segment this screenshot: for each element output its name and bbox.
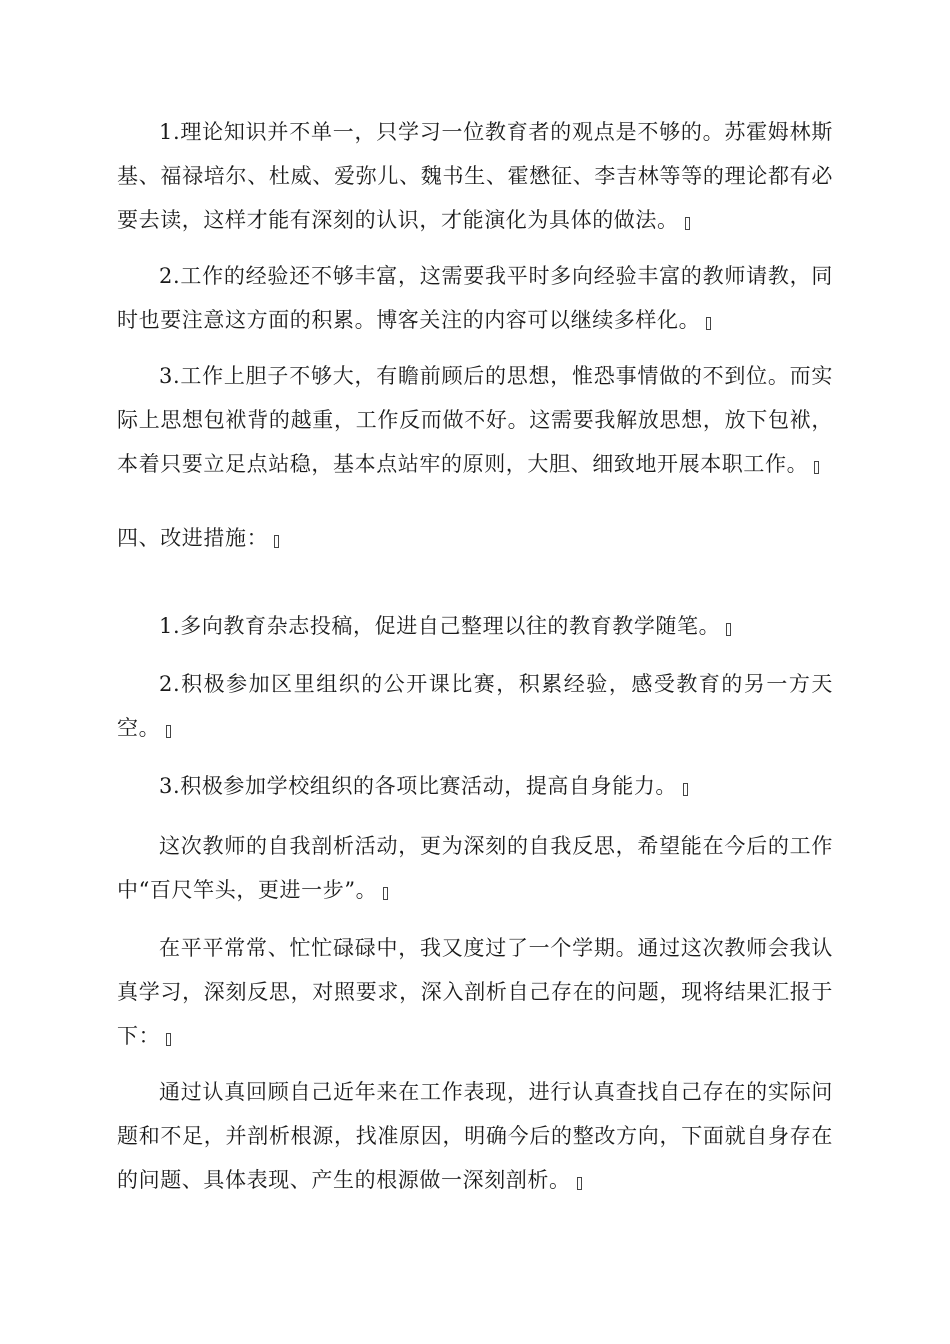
paragraph-mark-icon bbox=[274, 535, 279, 548]
paragraph-theory bbox=[117, 110, 833, 242]
paragraph-mark-icon bbox=[166, 1033, 171, 1046]
paragraph-mark-icon bbox=[683, 783, 688, 796]
paragraph-mark-icon bbox=[706, 317, 711, 330]
paragraph-text: 在平平常常、忙忙碌碌中，我又度过了一个学期。通过这次教师会我认真学习，深刻反思，对照要求，深入剖析自己存在的问题，现将结果汇报于下： bbox=[117, 936, 833, 1048]
paragraph-measure-3 bbox=[117, 764, 833, 808]
paragraph-mark-icon bbox=[814, 461, 819, 474]
paragraph-mark-icon bbox=[577, 1177, 582, 1190]
paragraph-text: 2.积极参加区里组织的公开课比赛，积累经验，感受教育的另一方天空。 bbox=[117, 672, 833, 740]
paragraph-mark-icon bbox=[383, 887, 388, 900]
paragraph-experience bbox=[117, 254, 833, 342]
paragraph-semester-intro bbox=[117, 926, 833, 1058]
paragraph-self-analysis bbox=[117, 1070, 833, 1202]
paragraph-text: 1.多向教育杂志投稿，促进自己整理以往的教育教学随笔。 bbox=[159, 614, 721, 638]
paragraph-mark-icon bbox=[166, 725, 171, 738]
paragraph-text: 3.工作上胆子不够大，有瞻前顾后的思想，惟恐事情做的不到位。而实际上思想包袱背的越重，工作反而做不好。这需要我解放思想，放下包袱，本着只要立足点站稳，基本点站牢的原则，大胆、细致地开展本职工作。 bbox=[117, 364, 833, 476]
paragraph-text: 通过认真回顾自己近年来在工作表现，进行认真查找自己存在的实际问题和不足，并剖析根源，找准原因，明确今后的整改方向，下面就自身存在的问题、具体表现、产生的根源做一深刻剖析。 bbox=[117, 1080, 833, 1192]
paragraph-mark-icon bbox=[726, 623, 731, 636]
paragraph-courage bbox=[117, 354, 833, 486]
paragraph-text: 2.工作的经验还不够丰富，这需要我平时多向经验丰富的教师请教，同时也要注意这方面的积累。博客关注的内容可以继续多样化。 bbox=[117, 264, 833, 332]
paragraph-reflection bbox=[117, 824, 833, 912]
paragraph-measure-2 bbox=[117, 662, 833, 750]
paragraph-text: 1.理论知识并不单一，只学习一位教育者的观点是不够的。苏霍姆林斯基、福禄培尔、杜威、爱弥儿、魏书生、霍懋征、李吉林等等的理论都有必要去读，这样才能有深刻的认识，才能演化为具体的做法。 bbox=[117, 120, 833, 232]
paragraph-measure-1 bbox=[117, 604, 833, 648]
paragraph-mark-icon bbox=[685, 217, 690, 230]
paragraph-text: 这次教师的自我剖析活动，更为深刻的自我反思，希望能在今后的工作中“百尺竿头，更进一步”。 bbox=[117, 834, 833, 902]
heading-text: 四、改进措施： bbox=[117, 526, 269, 550]
section-heading-improvements bbox=[117, 516, 833, 560]
paragraph-text: 3.积极参加学校组织的各项比赛活动，提高自身能力。 bbox=[159, 774, 678, 798]
